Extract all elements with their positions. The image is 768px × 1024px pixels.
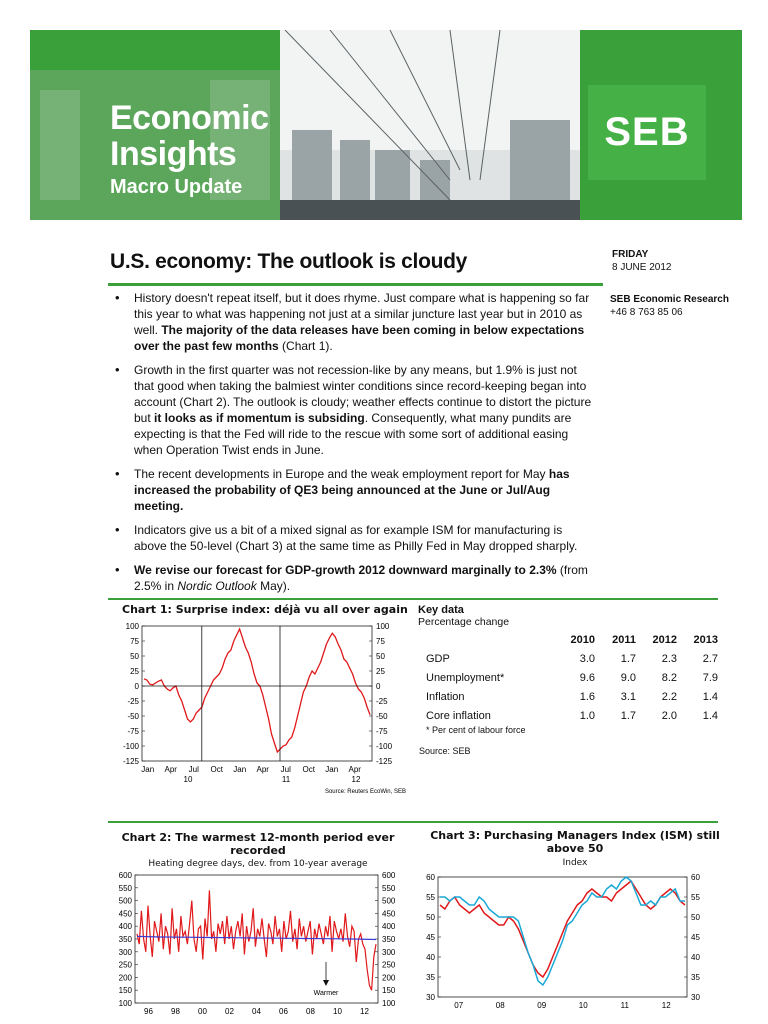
chart2-ytick-left: 250: [118, 960, 132, 970]
chart2-ytick-left: 200: [118, 973, 132, 983]
chart2-ytick-left: 600: [118, 871, 132, 880]
key-data-header-row: 2010 2011 2012 2013: [570, 633, 718, 646]
chart1-series-1: [144, 629, 370, 752]
table-row: Inflation 1.6 3.1 2.2 1.4: [426, 690, 718, 703]
chart2-ytick-right: 500: [382, 896, 396, 906]
chart2-ytick-right: 250: [382, 960, 396, 970]
chart2-xtick: 98: [171, 1007, 180, 1016]
key-data-source: Source: SEB: [419, 746, 471, 756]
chart1-ytick-right: -75: [376, 727, 388, 736]
chart3-ytick-left: 35: [426, 973, 435, 982]
date-block: [612, 248, 671, 274]
chart2-xtick: 04: [252, 1007, 261, 1016]
contact-phone: +46 8 763 85 06: [610, 307, 683, 318]
chart1-xtick: Apr: [256, 765, 269, 774]
table-row: Unemployment* 9.6 9.0 8.2 7.9: [426, 671, 718, 684]
section-rule-1: [108, 598, 718, 600]
bullet-1: • History doesn't repeat itself, but it does rhyme. Just compare what is happening so far this year to what was happening not just at a similar juncture last year but in 2010 as well. The majority of the data releases have been coming in below expectations over the past few months (Chart 1).: [108, 290, 598, 354]
chart2-ytick-right: 200: [382, 973, 396, 983]
chart3-ytick-right: 55: [691, 893, 700, 902]
table-row: GDP 3.0 1.7 2.3 2.7: [426, 652, 718, 665]
chart1-xtick: Jul: [280, 765, 291, 774]
article-headline: U.S. economy: The outlook is cloudy: [110, 250, 468, 273]
chart1-ytick-right: 0: [376, 682, 381, 691]
chart1-ytick-left: -100: [122, 742, 139, 751]
bullet-3: • The recent developments in Europe and the weak employment report for May has increased the probability of QE3 being announced at the June or Jul/Aug meeting.: [108, 466, 598, 514]
chart1-ytick-right: -50: [376, 712, 388, 721]
chart3-series-2: [440, 877, 685, 985]
chart2-ytick-right: 350: [382, 935, 396, 944]
chart3-series-1: [440, 881, 685, 977]
publication-brand: [110, 100, 268, 199]
chart3-xtick: 10: [578, 1001, 588, 1010]
chart3-ytick-left: 60: [426, 873, 435, 882]
chart2-title-2: recorded: [230, 844, 286, 857]
chart2-ytick-left: 150: [118, 986, 132, 996]
chart3-ytick-right: 50: [691, 913, 700, 922]
seb-logo: SEB: [588, 85, 706, 180]
chart1-ytick-left: -125: [122, 757, 139, 766]
chart2-ytick-left: 300: [118, 947, 132, 957]
bullet-2: • Growth in the first quarter was not recession-like by any means, but 1.9% is just not that good when taking the balmiest winter conditions since record-keeping began into account (Chart 2). The outlook is cloudy; weather effects continue to distort the picture but it looks as if momentum is subsiding. Consequently, what many pundits are expecting is that the Fed will ride to the rescue with some sort of additional easing when Operation Twist ends in June.: [108, 362, 598, 458]
chart1-ytick-left: -25: [127, 697, 139, 706]
brand-title-1: Economic: [110, 99, 269, 137]
chart2-ytick-right: 600: [382, 871, 396, 880]
chart3-ytick-left: 55: [426, 893, 435, 902]
chart2-ytick-left: 350: [118, 935, 132, 944]
chart1-year-label: 10: [183, 775, 193, 784]
contact-dept: SEB Economic Research: [610, 294, 729, 305]
chart2-ytick-left: 550: [118, 883, 132, 893]
chart3-ytick-left: 45: [426, 933, 435, 942]
bullet-5: • We revise our forecast for GDP-growth 2012 downward marginally to 2.3% (from 2.5% in Nordic Outlook May).: [108, 562, 598, 594]
chart2-arrow-head: [323, 980, 329, 986]
chart2-xtick: 00: [198, 1007, 207, 1016]
chart2-ytick-left: 100: [118, 999, 132, 1008]
chart2-ytick-right: 400: [382, 922, 396, 932]
chart1-ytick-left: -50: [127, 712, 139, 721]
header-banner: [30, 30, 742, 220]
chart3-subtitle: Index: [562, 858, 588, 868]
key-data-subtitle: Percentage change: [418, 616, 510, 628]
chart2-series-1: [137, 890, 376, 990]
chart1-xtick: Jan: [141, 765, 155, 774]
chart1-ytick-right: 75: [376, 637, 385, 646]
chart3-ytick-left: 40: [426, 953, 435, 962]
chart3-xtick: 09: [537, 1001, 547, 1010]
chart2-title-1: Chart 2: The warmest 12-month period ever: [121, 831, 395, 844]
chart2-xtick: 08: [306, 1007, 315, 1016]
chart2-xtick: 02: [225, 1007, 234, 1016]
chart2-ytick-right: 150: [382, 986, 396, 996]
chart3-xtick: 08: [495, 1001, 505, 1010]
brand-subtitle: Macro Update: [110, 176, 243, 198]
chart1-ytick-left: 25: [130, 667, 139, 676]
contact-block: [610, 293, 729, 319]
chart3-ytick-right: 35: [691, 973, 700, 982]
bullet-4: • Indicators give us a bit of a mixed signal as for example ISM for manufacturing is above the 50-level (Chart 3) at the same time as Philly Fed in May dropped sharply.: [108, 522, 598, 554]
chart3-xtick: 07: [454, 1001, 464, 1010]
chart1-ytick-left: 100: [125, 622, 139, 631]
date-day: FRIDAY: [612, 249, 649, 260]
chart2-ytick-left: 400: [118, 922, 132, 932]
chart1-year-label: 12: [351, 775, 361, 784]
chart2-ytick-right: 450: [382, 909, 396, 919]
key-data-footnote: * Per cent of labour force: [426, 725, 526, 735]
chart1-ytick-right: -100: [376, 742, 393, 751]
chart3-ytick-right: 30: [691, 993, 700, 1002]
chart1-xtick: Apr: [348, 765, 361, 774]
chart1-ytick-left: 75: [130, 637, 139, 646]
chart1-ytick-right: 50: [376, 652, 385, 661]
chart1-source: Source: Reuters EcoWin, SEB: [324, 789, 406, 795]
brand-title-2: Insights: [110, 135, 237, 173]
chart1-xtick: Jul: [188, 765, 199, 774]
chart2-ytick-right: 300: [382, 947, 396, 957]
chart2-xtick: 96: [144, 1007, 153, 1016]
chart1-frame: [142, 626, 372, 761]
chart2: [108, 870, 413, 1020]
table-row: Core inflation 1.0 1.7 2.0 1.4: [426, 709, 718, 722]
section-rule-2: [108, 821, 718, 823]
chart1-xtick: Oct: [210, 765, 223, 774]
chart3-ytick-right: 45: [691, 933, 700, 942]
chart2-ytick-left: 500: [118, 896, 132, 906]
chart1-ytick-right: 25: [376, 667, 385, 676]
bullet-list: [108, 290, 598, 602]
key-data: [418, 604, 718, 628]
key-data-table: [418, 630, 718, 725]
chart1-xtick: Apr: [164, 765, 177, 774]
chart2-ytick-right: 100: [382, 999, 396, 1008]
chart3-title-2: above 50: [546, 842, 604, 855]
chart3-ytick-left: 30: [426, 993, 435, 1002]
chart1-ytick-right: 100: [376, 622, 390, 631]
headline-rule: [108, 283, 603, 286]
chart1-ytick-left: 50: [130, 652, 139, 661]
date-value: 8 JUNE 2012: [612, 262, 672, 273]
key-data-title: Key data: [418, 604, 464, 616]
chart3-xtick: 11: [620, 1001, 629, 1010]
chart1-xtick: Oct: [302, 765, 315, 774]
chart1-xtick: Jan: [325, 765, 339, 774]
chart3-title-1: Chart 3: Purchasing Managers Index (ISM) still: [430, 829, 720, 842]
chart1-xtick: Jan: [233, 765, 247, 774]
chart3-ytick-left: 50: [426, 913, 435, 922]
chart1-ytick-right: -25: [376, 697, 388, 706]
chart3-xtick: 12: [661, 1001, 671, 1010]
chart2-xtick: 06: [279, 1007, 288, 1016]
chart1-title: Chart 1: Surprise index: déjà vu all over again: [122, 603, 408, 616]
chart3-ytick-right: 40: [691, 953, 700, 962]
chart1-ytick-right: -125: [376, 757, 393, 766]
chart2-ytick-left: 450: [118, 909, 132, 919]
chart2-ytick-right: 550: [382, 883, 396, 893]
chart1-ytick-left: 0: [134, 682, 139, 691]
chart2-xtick: 12: [360, 1007, 369, 1016]
chart3-ytick-right: 60: [691, 873, 700, 882]
chart2-annotation: Warmer: [313, 990, 339, 997]
chart3: [410, 868, 728, 1018]
chart1-ytick-left: -75: [127, 727, 139, 736]
chart2-xtick: 10: [333, 1007, 342, 1016]
chart3-frame: [438, 877, 687, 997]
chart1-year-label: 11: [281, 775, 291, 784]
chart1: [108, 618, 413, 798]
chart2-subtitle: Heating degree days, dev. from 10-year average: [148, 859, 368, 869]
